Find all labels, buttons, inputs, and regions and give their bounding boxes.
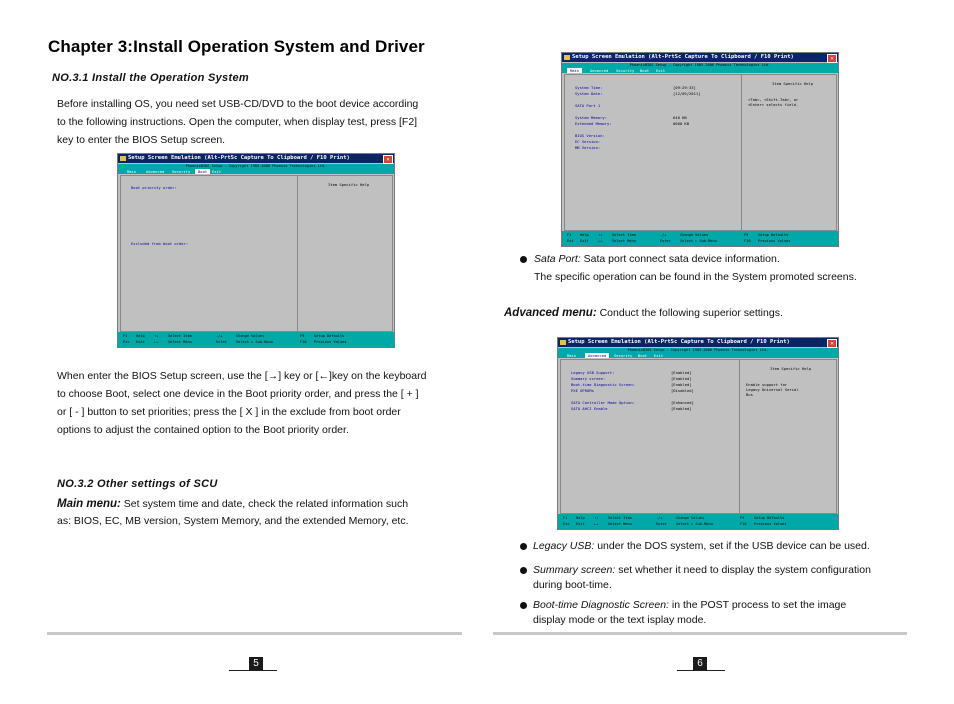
bios-menu-boot: Boot <box>640 68 650 73</box>
left-page-line <box>229 670 277 671</box>
bios-menu-boot: Boot <box>195 169 210 174</box>
bios-window-title: Setup Screen Emulation (Alt-PrtSc Capture To Clipboard / F10 Print) <box>568 339 790 345</box>
intro-paragraph <box>57 95 418 149</box>
advanced-menu-label: Advanced menu: <box>504 307 597 319</box>
boot-line: options to adjust the contained option to the Boot priority order. <box>57 424 349 436</box>
sata-text-2: The specific operation can be found in the System promoted screens. <box>534 271 857 283</box>
window-icon <box>564 55 570 60</box>
legacy-usb-label: Legacy USB: <box>533 540 595 552</box>
window-icon <box>560 340 566 345</box>
intro-line: key to enter the BIOS Setup screen. <box>57 134 226 146</box>
boot-instructions <box>57 367 426 439</box>
boot-diagnostic-text: in the POST process to set the image <box>668 599 847 611</box>
boot-diagnostic-text-2: display mode or the text isplay mode. <box>533 614 707 626</box>
main-menu-text-2: as: BIOS, EC, MB version, System Memory, and the extended Memory, etc. <box>57 515 409 527</box>
boot-diagnostic-label: Boot-time Diagnostic Screen: <box>533 599 669 611</box>
help-title: Item Specific Help <box>772 81 814 86</box>
left-footer-rule <box>47 632 462 635</box>
bios-main-panel <box>120 175 298 332</box>
bios-menu-security: Security <box>614 353 633 358</box>
bios-copyright: PhoenixBIOS Setup - Copyright 1985-2006 Phoenix Technologies Ltd. <box>558 348 838 353</box>
help-title: Item Specific Help <box>328 182 370 187</box>
bios-boot-screenshot <box>117 153 395 348</box>
bios-footer: F1 Help ↑↓ Select Item -/+ Change Values F9 Setup Defaults Esc Exit ←→ Select Menu Enter Select ▸ Sub-Menu F10 Previous Values <box>562 231 838 246</box>
close-icon: ✕ <box>383 155 393 164</box>
chapter-title: Chapter 3:Install Operation System and Driver <box>48 37 425 56</box>
bios-window-title: Setup Screen Emulation (Alt-PrtSc Capture To Clipboard / F10 Print) <box>572 54 794 60</box>
boot-line: to choose Boot, select one device in the Boot priority order, and press the [ + ] <box>57 388 419 400</box>
bios-menu-security: Security <box>172 169 191 174</box>
advanced-menu-text: Conduct the following superior settings. <box>596 307 783 319</box>
page-number-6: 6 <box>693 657 707 670</box>
window-icon <box>120 156 126 161</box>
bios-main-panel: Legacy USB Support: Summary screen: Boot-time Diagnostic Screen: PXE OPROMs SATA Controller Mode Option: SATA AHCI Enable [Enabled] [Enabled] [Enabled] [Disabled] [Enhanced] [Enabled] <box>560 359 740 514</box>
main-menu-paragraph <box>57 496 409 530</box>
summary-screen-bullet <box>520 563 940 593</box>
bios-main-screenshot <box>561 52 839 247</box>
bios-copyright: PhoenixBIOS Setup - Copyright 1985-2006 Phoenix Technologies Ltd. <box>562 63 838 68</box>
bios-footer: F1 Help ↑↓ Select Item -/+ Change Values F9 Setup Defaults Esc Exit ←→ Select Menu Enter Select ▸ Sub-Menu F10 Previous Values <box>118 332 394 347</box>
main-menu-label: Main menu: <box>57 498 121 510</box>
bios-help-panel <box>297 175 393 332</box>
page-number-5: 5 <box>249 657 263 670</box>
main-menu-text: Set system time and date, check the related information such <box>120 498 409 510</box>
bios-main-panel: System Time: System Date: SATA Port 1 System Memory: Extended Memory: BIOS Version: EC Version: MB Version: [09:29:33] [12/09/2011] 640 KB 0000 KB <box>564 74 742 231</box>
sata-text: Sata port connect sata device information. <box>580 253 780 265</box>
boot-line: When enter the BIOS Setup screen, use the [→] key or [←]key on the keyboard <box>57 370 427 382</box>
summary-screen-text-2: during boot-time. <box>533 579 612 591</box>
boot-line: or [ - ] button to set priorities; press the [ X ] in the exclude from boot order <box>57 406 401 418</box>
bullet-dot <box>520 543 527 550</box>
bios-menu-exit: Exit <box>654 353 664 358</box>
right-footer-rule <box>493 632 907 635</box>
summary-screen-text: set whether it need to display the system configuration <box>615 564 871 576</box>
bios-menu-advanced: Advanced <box>585 353 609 358</box>
intro-line: Before installing OS, you need set USB-CD/DVD to the boot device according <box>57 98 419 110</box>
bios-menu-bar <box>562 68 838 73</box>
legacy-usb-text: under the DOS system, set if the USB device can be used. <box>594 540 870 552</box>
bios-menu-bar <box>118 169 394 174</box>
close-icon: ✕ <box>827 54 837 63</box>
summary-screen-label: Summary screen: <box>533 564 616 576</box>
bios-menu-exit: Exit <box>212 169 222 174</box>
bullet-dot <box>520 567 527 574</box>
intro-line: to the following instructions. Open the computer, when display test, press [F2] <box>57 116 418 128</box>
bios-menu-advanced: Advanced <box>146 169 165 174</box>
sata-port-bullet <box>520 252 940 285</box>
bios-menu-exit: Exit <box>656 68 666 73</box>
bullet-dot <box>520 256 527 263</box>
bullet-dot <box>520 602 527 609</box>
bios-menu-advanced: Advanced <box>590 68 609 73</box>
bios-menu-main: Main <box>567 68 582 73</box>
sata-label: Sata Port: <box>534 253 581 265</box>
bios-menu-boot: Boot <box>638 353 648 358</box>
bios-footer: F1 Help ↑↓ Select Item -/+ Change Values F9 Setup Defaults Esc Exit ←→ Select Menu Enter Select ▸ Sub-Menu F10 Previous Values <box>558 514 838 529</box>
bios-copyright: PhoenixBIOS Setup - Copyright 1985-2006 Phoenix Technologies Ltd. <box>118 164 394 169</box>
boot-diagnostic-bullet <box>520 598 940 628</box>
close-icon: ✕ <box>827 339 837 348</box>
bios-menu-main: Main <box>127 169 137 174</box>
excluded-label: Excluded from boot order: <box>131 241 189 246</box>
help-title: Item Specific Help <box>770 366 812 371</box>
right-page-line <box>677 670 725 671</box>
advanced-menu-paragraph <box>504 306 783 321</box>
bios-menu-security: Security <box>616 68 635 73</box>
section-heading-scu: NO.3.2 Other settings of SCU <box>57 478 218 490</box>
boot-priority-label: Boot priority order: <box>131 185 177 190</box>
legacy-usb-bullet <box>520 539 940 554</box>
bios-advanced-screenshot <box>557 337 839 530</box>
bios-help-panel: Item Specific Help Enable support for Legacy Universal Serial Bus <box>739 359 837 514</box>
bios-window-title: Setup Screen Emulation (Alt-PrtSc Capture To Clipboard / F10 Print) <box>128 155 350 161</box>
bios-menu-main: Main <box>567 353 577 358</box>
bios-menu-bar <box>558 353 838 358</box>
section-heading-install-os: NO.3.1 Install the Operation System <box>52 72 249 84</box>
bios-help-panel: Item Specific Help <Tab>, <Shift-Tab>, or <Enter> selects field. <box>741 74 837 231</box>
